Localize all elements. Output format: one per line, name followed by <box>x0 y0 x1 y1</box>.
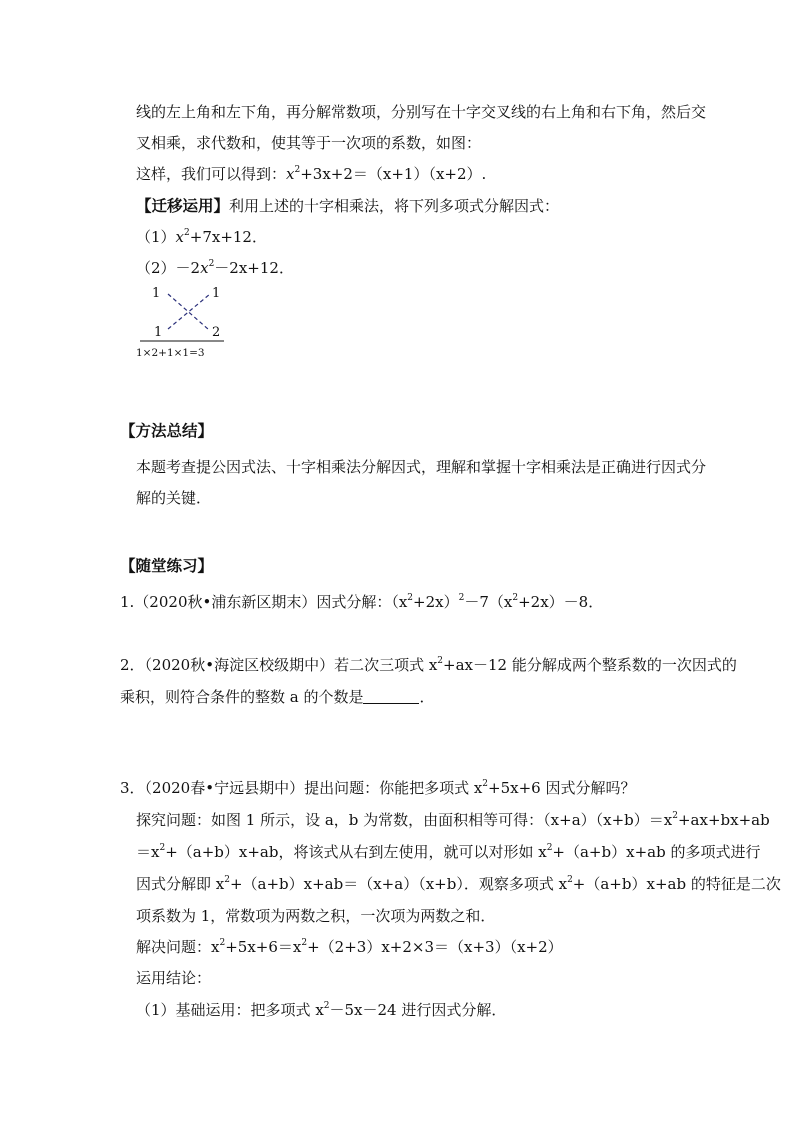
transfer-question-2: $(2)-2x^2-2x+12$． <box>136 259 294 277</box>
practice-question-3-line-1: 3．（2020春•宁远县期中）提出问题：你能把多项式 $x^2+5x+6$ 因式分解吗？ <box>120 779 636 797</box>
practice-question-3-line-8: （1）基础运用：把多项式 $x^2-5x-24$ 进行因式分解． <box>136 1001 507 1019</box>
practice-question-1: 1.（2020秋•浦东新区期末）因式分解：$(x^2+2x)^2-7(x^2+2x)-8$． <box>120 593 604 611</box>
intro-result-line: 这样，我们可以得到：$x^2+3x+2=(x+1)(x+2)$. <box>136 165 487 183</box>
cross-multiplication-diagram <box>132 284 242 364</box>
method-summary-line-2: 解的关键． <box>136 489 212 507</box>
transfer-line: 【迁移运用】利用上述的十字相乘法，将下列多项式分解因式： <box>136 196 560 215</box>
practice-question-3-line-3: $=x^2+(a+b)x+ab$，将该式从右到左使用，就可以对形如 $x^2+(a+b)x+ab$ 的多项式进行 <box>136 843 761 861</box>
practice-question-3-line-7: 运用结论： <box>136 969 212 987</box>
answer-blank <box>363 689 419 704</box>
diagram-bottom-left: 1 <box>154 325 163 340</box>
practice-question-2-line-2: 乘积，则符合条件的整数 a 的个数是 ． <box>120 688 435 706</box>
diagram-top-right: 1 <box>212 286 221 301</box>
cross-lines <box>132 284 242 348</box>
intro-line-2: 叉相乘，求代数和，使其等于一次项的系数，如图： <box>136 134 482 152</box>
diagram-caption: 1×2+1×1=3 <box>136 347 205 359</box>
method-summary-line-1: 本题考查提公因式法、十字相乘法分解因式，理解和掌握十字相乘法是正确进行因式分 <box>136 458 707 476</box>
method-summary-heading: 【方法总结】 <box>120 421 214 440</box>
diagram-bottom-right: 2 <box>212 325 221 340</box>
practice-question-3-line-2: 探究问题：如图 1 所示，设 a，b 为常数，由面积相等可得：$(x+a)(x+b)=x^2+ax+bx+ab$ <box>136 811 770 829</box>
practice-question-3-line-6: 解决问题：$x^2+5x+6=x^2+(2+3)x+2\times 3=(x+3)(x+2)$ <box>136 938 563 956</box>
transfer-label: 【迁移运用】 <box>136 196 230 215</box>
practice-heading: 【随堂练习】 <box>120 556 214 575</box>
practice-question-3-line-4: 因式分解即 $x^2+(a+b)x+ab=(x+a)(x+b)$．观察多项式 $x^2+(a+b)x+ab$ 的特征是二次 <box>136 875 781 893</box>
diagram-top-left: 1 <box>152 286 161 301</box>
practice-question-2-line-1: 2．（2020秋•海淀区校级期中）若二次三项式 $x^2+ax-12$ 能分解成两个整系数的一次因式的 <box>120 656 737 674</box>
practice-question-3-line-5: 项系数为 1，常数项为两数之积，一次项为两数之和． <box>136 907 496 925</box>
intro-line-1: 线的左上角和左下角，再分解常数项，分别写在十字交叉线的右上角和右下角，然后交 <box>136 103 707 121</box>
transfer-question-1: $(1)x^2+7x+12$． <box>136 228 267 246</box>
